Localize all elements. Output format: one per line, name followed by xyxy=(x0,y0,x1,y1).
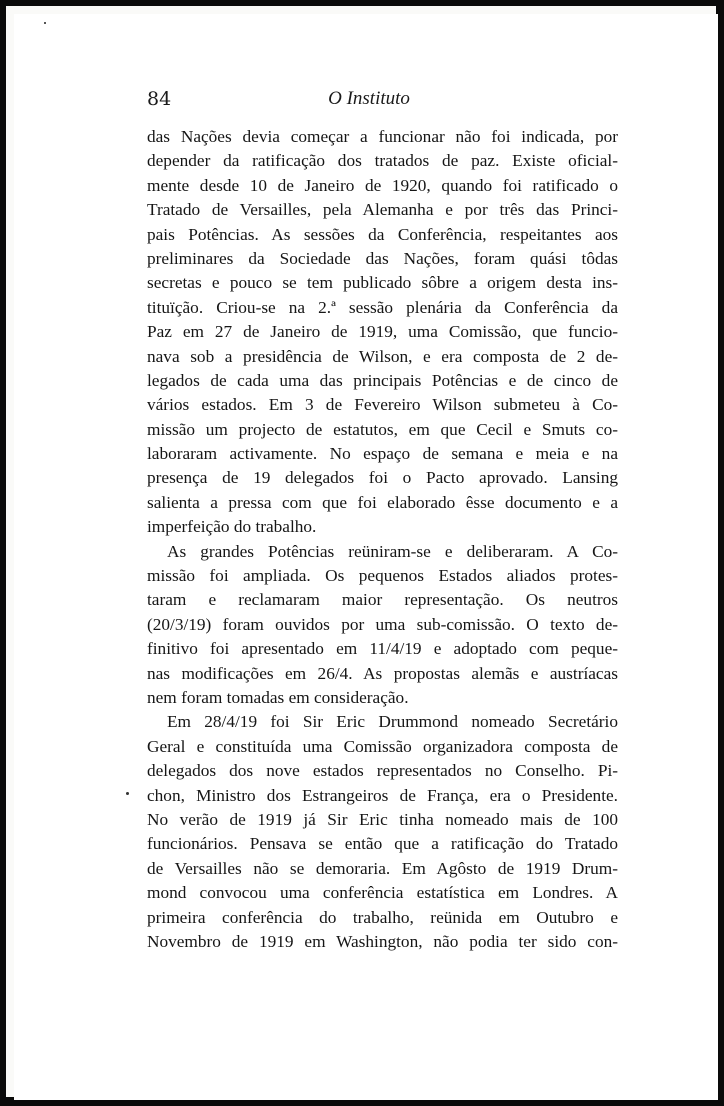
body-text xyxy=(147,125,618,954)
text-line: legados de cada uma das principais Potências e de cinco de xyxy=(147,370,618,390)
text-line: salienta a pressa com que foi elaborado êsse documento e a xyxy=(147,492,618,512)
text-line: mond convocou uma conferência estatística em Londres. A xyxy=(147,883,618,903)
text-line: missão um projecto de estatutos, em que Cecil e Smuts co- xyxy=(147,419,618,439)
text-line: Em 28/4/19 foi Sir Eric Drummond nomeado Secretário xyxy=(167,712,618,732)
page-number: 84 xyxy=(147,88,172,110)
text-line: Tratado de Versailles, pela Alemanha e por três das Princi- xyxy=(147,200,618,220)
text-line: delegados dos nove estados representados no Conselho. Pi- xyxy=(147,761,618,781)
text-line: presença de 19 delegados foi o Pacto aprovado. Lansing xyxy=(147,468,618,488)
text-line: preliminares da Sociedade das Nações, foram quási tôdas xyxy=(147,248,618,268)
text-line: Novembro de 1919 em Washington, não podia ter sido con- xyxy=(147,931,618,951)
text-line: chon, Ministro dos Estrangeiros de França, era o Presidente. xyxy=(147,785,618,805)
text-line: nas modificações em 26/4. As propostas alemãs e austríacas xyxy=(147,663,618,683)
text-line: imperfeição do trabalho. xyxy=(147,517,317,537)
book-page xyxy=(14,14,718,1100)
stray-ink-dot xyxy=(126,792,129,795)
text-line: finitivo foi apresentado em 11/4/19 e adoptado com peque- xyxy=(147,639,618,659)
text-line: depender da ratificação dos tratados de paz. Existe oficial- xyxy=(147,151,618,171)
text-line: funcionários. Pensava se então que a ratificação do Tratado xyxy=(147,834,618,854)
text-line: primeira conferência do trabalho, reünida em Outubro e xyxy=(147,907,618,927)
running-title: O Instituto xyxy=(328,88,410,109)
text-line: No verão de 1919 já Sir Eric tinha nomeado mais de 100 xyxy=(147,809,618,829)
text-line: taram e reclamaram maior representação. Os neutros xyxy=(147,590,618,610)
scan-speck xyxy=(44,22,46,24)
text-line: de Versailles não se demoraria. Em Agôsto de 1919 Drum- xyxy=(147,858,618,878)
text-line: As grandes Potências reüniram-se e deliberaram. A Co- xyxy=(167,541,618,561)
text-line: nava sob a presidência de Wilson, e era composta de 2 de- xyxy=(147,346,618,366)
text-line: tituïção. Criou-se na 2.ª sessão plenária da Conferência da xyxy=(147,297,618,317)
text-line: mente desde 10 de Janeiro de 1920, quando foi ratificado o xyxy=(147,175,618,195)
text-line: pais Potências. As sessões da Conferência, respeitantes aos xyxy=(147,224,618,244)
text-line: vários estados. Em 3 de Fevereiro Wilson submeteu à Co- xyxy=(147,395,618,415)
text-line: secretas e pouco se tem publicado sôbre a origem desta ins- xyxy=(147,273,618,293)
text-line: das Nações devia começar a funcionar não foi indicada, por xyxy=(147,127,618,146)
running-head xyxy=(14,86,718,116)
text-line: Paz em 27 de Janeiro de 1919, uma Comissão, que funcio- xyxy=(147,322,618,342)
text-line: laboraram activamente. No espaço de semana e meia e na xyxy=(147,444,618,464)
text-line: Geral e constituída uma Comissão organizadora composta de xyxy=(147,736,618,756)
text-line: (20/3/19) foram ouvidos por uma sub-comissão. O texto de- xyxy=(147,614,618,634)
text-line: nem foram tomadas em consideração. xyxy=(147,687,409,707)
text-line: missão foi ampliada. Os pequenos Estados aliados protes- xyxy=(147,566,618,586)
